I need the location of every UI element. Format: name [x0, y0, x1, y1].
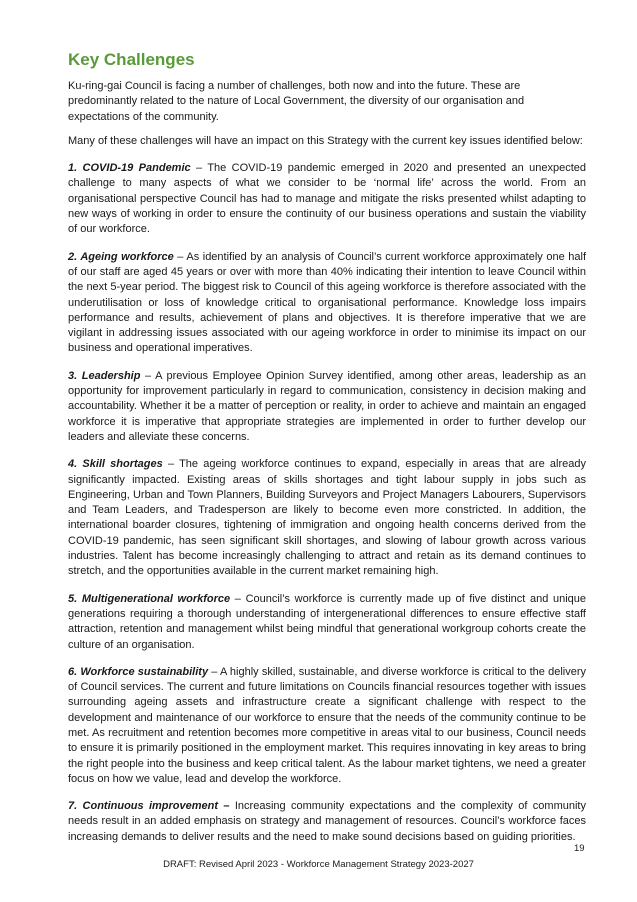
challenge-item-sustainability	[68, 665, 586, 787]
document-page	[68, 50, 586, 857]
challenge-title: 7. Continuous improvement –	[68, 800, 230, 813]
challenge-title: 3. Leadership	[68, 369, 141, 382]
challenge-text: A previous Employee Opinion Survey identified, among other areas, leadership as an opportunity for improvement particularly in regard to communication, consistency in decision making and accountability. Whether it be a matter of perception or reality, in order to achieve and maintain an engaged workforce it is imperative that appropriate strategies are implemented in order to further develop our leaders and alleviate these concerns.	[68, 369, 587, 443]
challenge-text: Increasing community expectations and the complexity of community needs result in an added emphasis on strategy and management of resources. Council’s workforce faces increasing demands to deliver results and the need to make sound decisions based on guiding priorities.	[68, 800, 586, 843]
challenge-title: 2. Ageing workforce	[68, 250, 174, 263]
intro-paragraph: Many of these challenges will have an impact on this Strategy with the current key issues identified below:	[68, 134, 583, 147]
challenge-item-ageing	[68, 250, 586, 357]
challenge-title: 1. COVID-19 Pandemic	[68, 162, 191, 175]
challenge-item-multigenerational	[68, 592, 586, 653]
page-footer: DRAFT: Revised April 2023 - Workforce Management Strategy 2023-2027	[163, 859, 474, 870]
challenge-separator: –	[173, 250, 187, 263]
challenge-title: 4. Skill shortages	[68, 458, 163, 471]
challenge-text: The ageing workforce continues to expand, especially in areas that are already significantly impacted. Existing areas of skills shortages and tight labour supply in jobs such as Engineering, Urban and Town Planners, Building Surveyors and Project Managers Labourers, Supervisors and Team Leaders, and Tradesperson are likely to become even more constricted. In addition, the international boarder closures, tightening of immigration and ongoing health concerns derived from the COVID-19 pandemic, has seen significant skill shortages, and slowing of labour growth across various industries. Talent has become increasingly challenging to attract and retain as its demand continues to stretch, and the opportunities available in the current market remaining high.	[68, 458, 586, 578]
intro-paragraph: Ku-ring-gai Council is facing a number of challenges, both now and into the future. These are predominantly related to the nature of Local Government, the diversity of our organisation and expectations of the community.	[68, 80, 525, 123]
challenge-separator: –	[230, 592, 246, 605]
challenge-separator: –	[208, 665, 220, 678]
challenge-item-covid	[68, 161, 586, 237]
challenge-item-leadership	[68, 369, 586, 445]
challenge-separator: –	[162, 458, 180, 471]
challenge-text: A highly skilled, sustainable, and diverse workforce is critical to the delivery of Council services. The current and future limitations on Councils financial resources together with issues surrounding ageing assets and infrastructure create a significant challenge with respect to the development and maintenance of our workforce to ensure that the needs of the community continue to be met. As recruitment and retention becomes more competitive in areas vital to our business, Council needs to ensure it is primarily positioned in the employment market. This requires innovating in key areas to bring the right people into the business and keep critical talent. As the labour market tightens, we need a greater focus on how we value, lead and develop the workforce.	[68, 665, 586, 785]
page-number: 19	[574, 843, 585, 854]
challenge-separator: –	[140, 369, 156, 382]
challenge-text: As identified by an analysis of Council’s current workforce approximately one half of our staff are aged 45 years or over with more than 40% indicating their intention to leave Council within the next 5-year period. The biggest risk to Council of this ageing workforce is therefore associated with the underutilisation or loss of knowledge critical to organisational performance. Knowledge loss impairs performance and results, achievement of plans and objectives. It is therefore imperative that we are vigilant in addressing issues associated with our ageing workforce in order to minimise its impact on our business and operational imperatives.	[68, 250, 586, 355]
challenge-item-improvement	[68, 799, 586, 845]
challenge-item-skills	[68, 457, 586, 579]
challenge-text: Council’s workforce is currently made up of five distinct and unique generations requiring a thorough understanding of intergenerational differences to ensure effective staff attraction, retention and management whilst being mindful that generational workgroup cohorts create the culture of an organisation.	[68, 592, 587, 651]
challenge-title: 5. Multigenerational workforce	[68, 592, 231, 605]
challenge-title: 6. Workforce sustainability	[68, 665, 209, 678]
challenge-separator: –	[190, 162, 208, 175]
section-heading: Key Challenges	[68, 50, 195, 69]
challenge-text: The COVID-19 pandemic emerged in 2020 and presented an unexpected challenge to many aspects of what we consider to be ‘normal life’ across the world. From an organisational perspective Council has had to manage and mitigate the risks presented whilst adapting to new ways of working in order to ensure the continuity of our business operations and sustain the viability of our workforce.	[68, 162, 586, 236]
